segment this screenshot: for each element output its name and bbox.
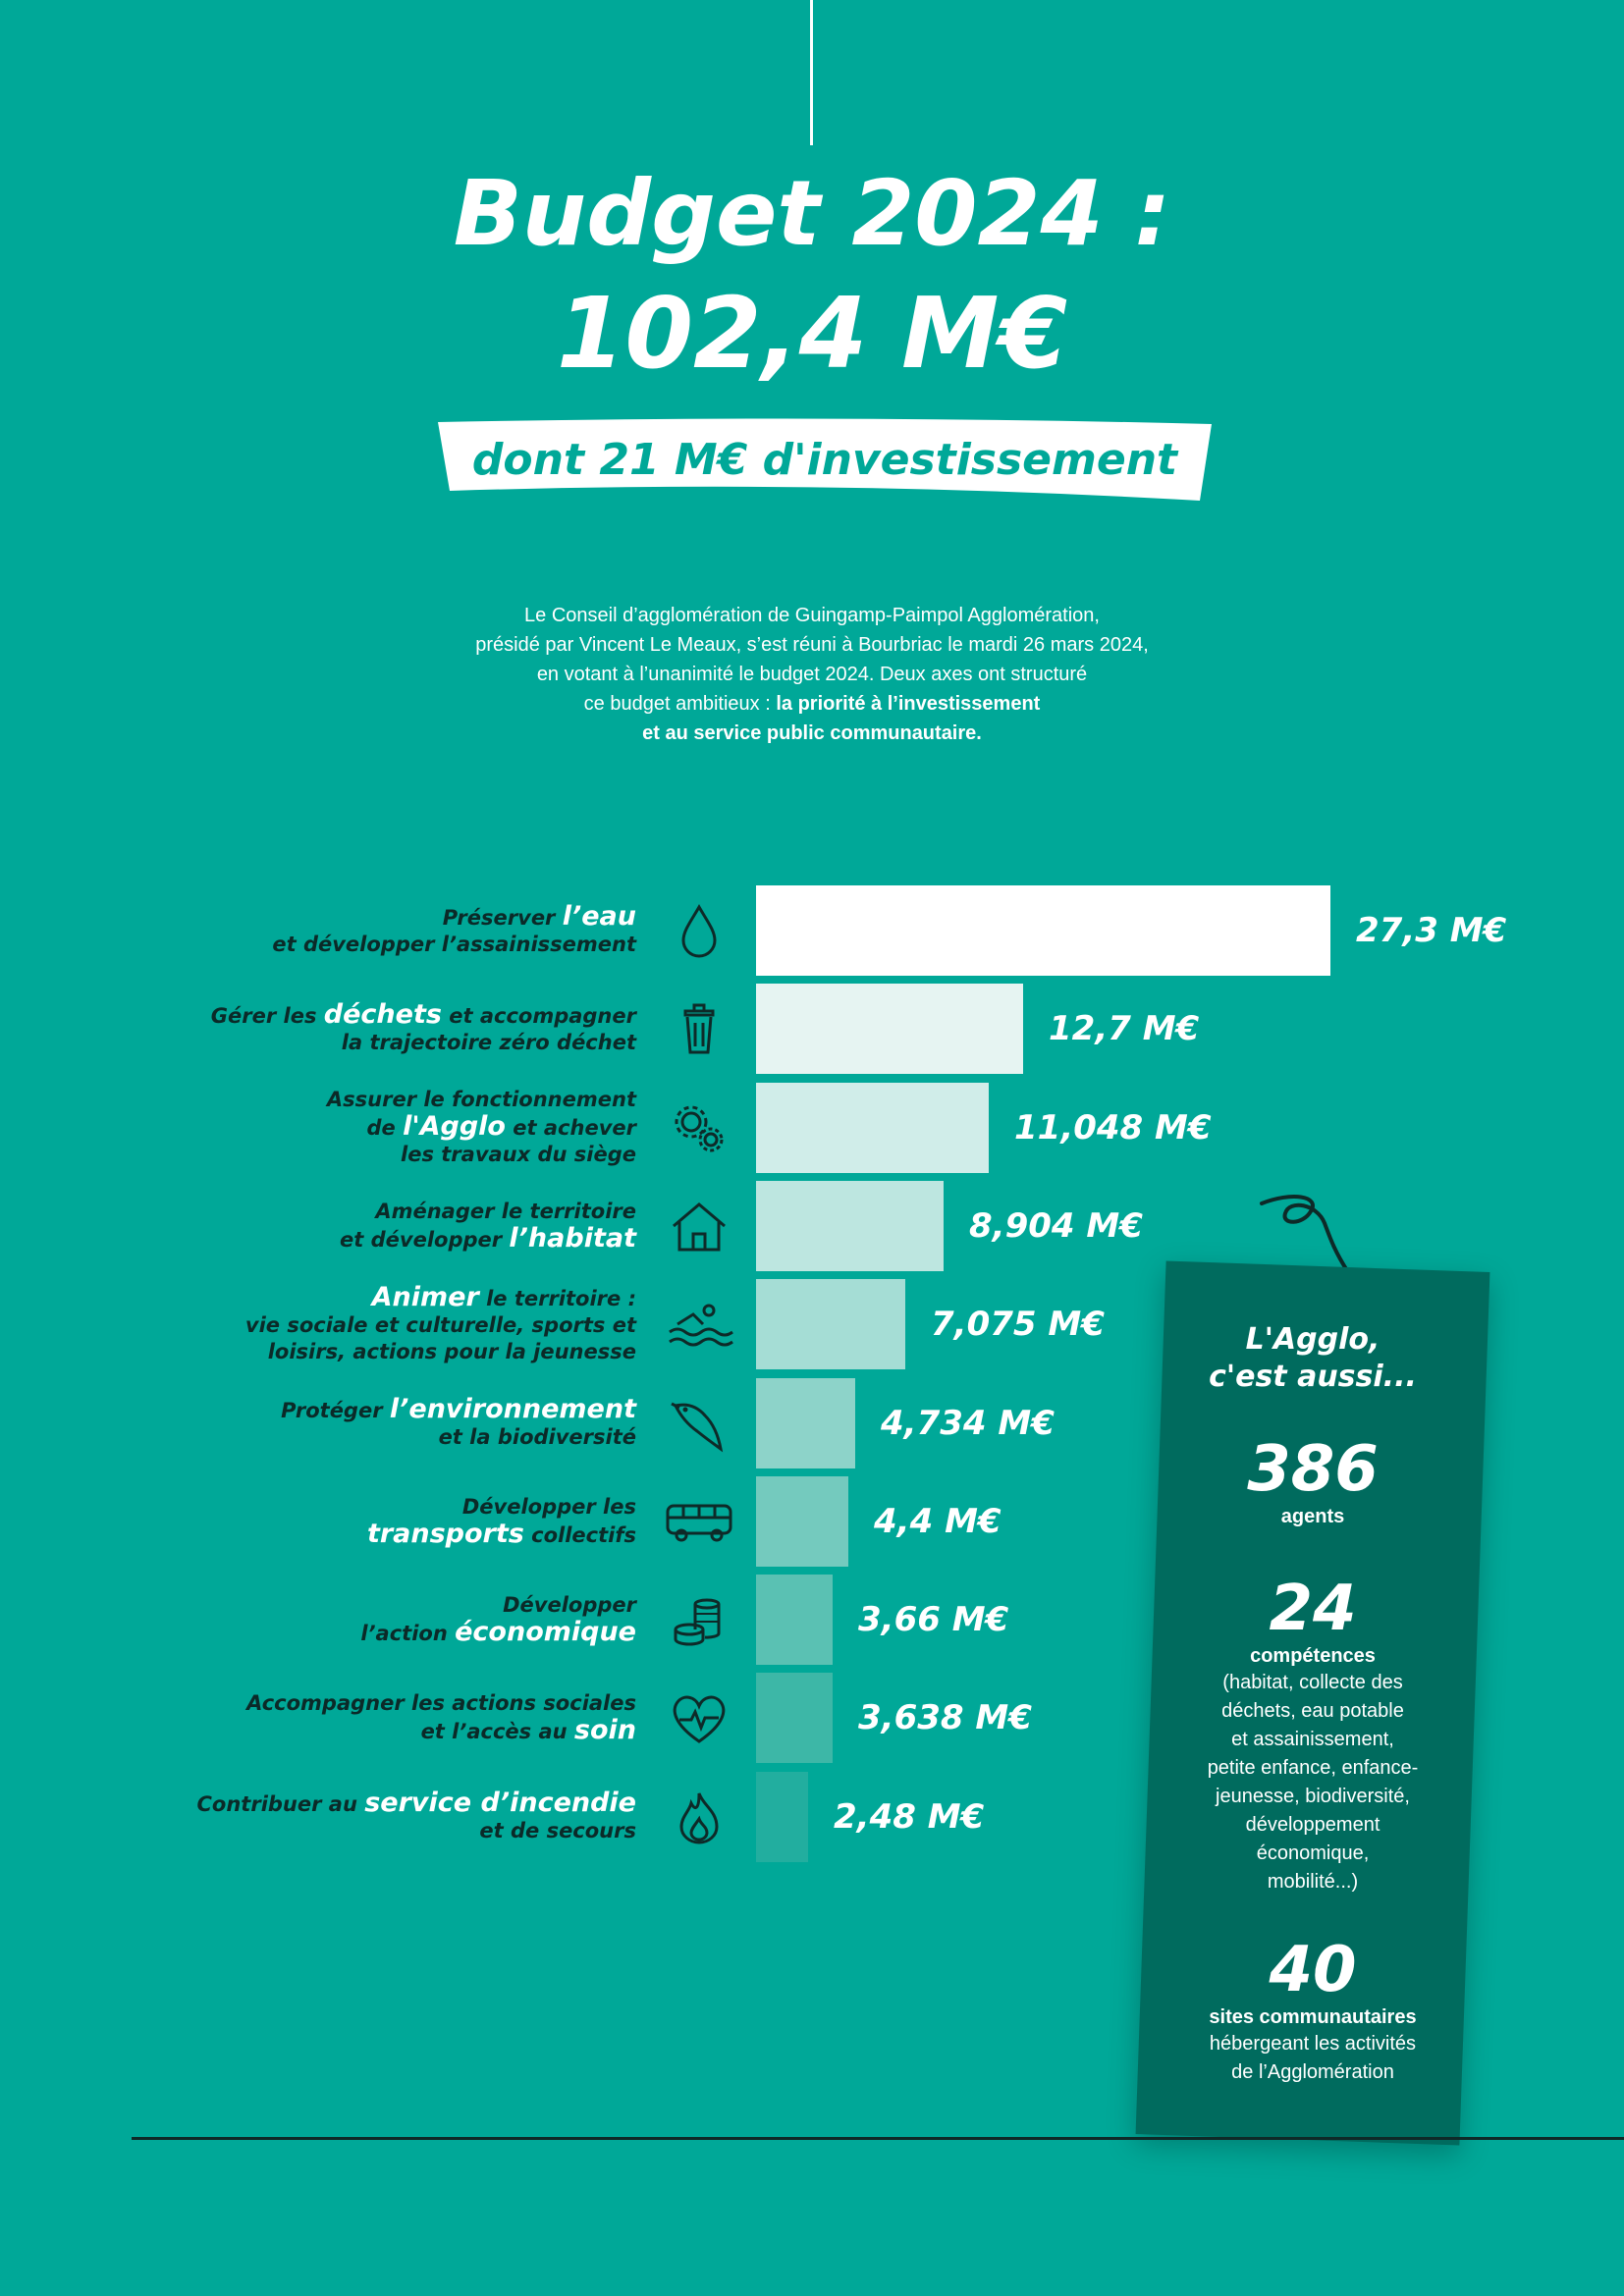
label-text: de (366, 1116, 404, 1141)
label-text: et de secours (479, 1818, 636, 1842)
label-text: la trajectoire zéro déchet (341, 1031, 636, 1055)
label-line (401, 1142, 636, 1168)
panel-title (1151, 1321, 1475, 1396)
category-label (126, 1378, 636, 1468)
label-text: Accompagner les actions sociales (246, 1691, 636, 1716)
bar (756, 1772, 808, 1862)
label-highlight: économique (455, 1617, 636, 1648)
label-text: l’action (360, 1622, 456, 1646)
bar (756, 1575, 833, 1665)
label-line (375, 1199, 636, 1225)
label-text: les travaux du siège (401, 1143, 636, 1167)
category-label (126, 984, 636, 1074)
panel-title-line: c'est aussi... (1209, 1360, 1417, 1394)
bar-value-label: 3,638 M€ (858, 1698, 1032, 1738)
bar-value-label: 2,48 M€ (834, 1796, 985, 1837)
bar (756, 1083, 989, 1173)
label-line (211, 1001, 636, 1030)
label-highlight: soin (573, 1715, 636, 1746)
bar-value-label: 11,048 M€ (1014, 1107, 1212, 1148)
bar-value-label: 8,904 M€ (969, 1205, 1143, 1246)
stat-agents-value: 386 (1247, 1433, 1379, 1506)
bar (756, 1181, 944, 1271)
intro-emphasis: et au service public communautaire. (642, 722, 982, 744)
label-text: collectifs (523, 1522, 636, 1547)
label-line (281, 1393, 636, 1424)
label-text: et la biodiversité (438, 1424, 636, 1449)
agglo-facts-panel (1129, 1266, 1502, 2150)
detail-line: déchets, eau potable (1221, 1700, 1404, 1722)
label-line (366, 1518, 636, 1549)
label-line (327, 1087, 636, 1113)
detail-line: mobilité...) (1267, 1871, 1359, 1893)
detail-line: et assainissement, (1231, 1729, 1394, 1750)
label-line (443, 903, 636, 932)
flame-icon (664, 1788, 734, 1846)
label-text: Assurer le fonctionnement (326, 1088, 636, 1112)
label-text: Gérer les (210, 1004, 324, 1029)
label-text: Développer les (461, 1494, 636, 1519)
detail-line: petite enfance, enfance- (1207, 1757, 1419, 1779)
category-label (126, 1673, 636, 1763)
category-label (126, 1279, 636, 1369)
page-title: Budget 2024 : (453, 161, 1171, 266)
label-highlight: service d’incendie (364, 1787, 636, 1818)
intro-text: ce budget ambitieux : (583, 693, 777, 715)
intro-emphasis: la priorité à l’investissement (776, 693, 1041, 715)
intro-paragraph (321, 601, 1303, 748)
detail-line: hébergeant les activités (1209, 2033, 1417, 2055)
label-line (342, 1030, 636, 1056)
chart-row (0, 1083, 1624, 1173)
label-highlight: l'Agglo (403, 1111, 506, 1143)
bottom-divider-line (132, 2137, 1624, 2140)
label-text: Protéger (281, 1398, 390, 1422)
label-text: et achever (505, 1116, 636, 1141)
label-line (421, 1717, 636, 1745)
competences-detail (1151, 1669, 1475, 1896)
label-line (503, 1592, 636, 1619)
label-text: le territoire : (478, 1286, 636, 1310)
label-text: Développer (503, 1593, 636, 1618)
stat-competences-label: compétences (1250, 1645, 1376, 1667)
house-icon (664, 1197, 734, 1255)
label-text: vie sociale et culturelle, sports et (244, 1312, 636, 1337)
stat-sites-label: sites communautaires (1209, 2006, 1417, 2028)
swimmer-icon (664, 1295, 734, 1354)
bar-value-label: 12,7 M€ (1049, 1009, 1200, 1049)
panel-content (1151, 1266, 1475, 2087)
label-line (462, 1494, 636, 1521)
bar-value-label: 27,3 M€ (1356, 911, 1507, 950)
intro-line: présidé par Vincent Le Meaux, s’est réuni à Bourbriac le mardi 26 mars 2024, (475, 634, 1149, 656)
detail-line: développement (1245, 1814, 1380, 1836)
category-label (126, 885, 636, 976)
label-text: Aménager le territoire (375, 1199, 636, 1223)
stat-competences-value: 24 (1269, 1573, 1357, 1645)
chart-row (0, 885, 1624, 976)
label-highlight: l’environnement (389, 1393, 636, 1424)
label-line (246, 1690, 636, 1717)
detail-line: (habitat, collecte des (1222, 1672, 1403, 1693)
stat-agents-label: agents (1280, 1506, 1345, 1527)
label-text: et développer l’assainissement (272, 933, 636, 956)
label-line (268, 1339, 636, 1365)
label-line (245, 1312, 636, 1339)
bus-icon (664, 1492, 734, 1551)
bar-value-label: 4,4 M€ (874, 1501, 1001, 1541)
coins-icon (664, 1590, 734, 1649)
chart-row (0, 1181, 1624, 1271)
category-label (126, 1083, 636, 1173)
bar-value-label: 7,075 M€ (931, 1305, 1105, 1345)
bar (756, 1673, 833, 1763)
category-label (126, 1772, 636, 1862)
label-text: Préserver (442, 906, 563, 930)
trash-bin-icon (664, 999, 734, 1058)
label-highlight: l’eau (562, 901, 636, 932)
label-line (479, 1818, 636, 1844)
gears-icon (664, 1098, 734, 1157)
label-text: et accompagner (441, 1004, 636, 1029)
top-divider-line (810, 0, 813, 145)
category-label (126, 1476, 636, 1567)
panel-title-line: L'Agglo, (1245, 1322, 1380, 1357)
label-text: et développer (340, 1227, 510, 1252)
detail-line: de l’Agglomération (1231, 2061, 1394, 2083)
investment-banner (432, 418, 1218, 501)
label-text: et l’accès au (420, 1720, 574, 1744)
bar (756, 885, 1330, 976)
detail-line: jeunesse, biodiversité, (1216, 1786, 1410, 1807)
label-line (360, 1619, 636, 1647)
label-highlight: transports (366, 1518, 524, 1549)
category-label (126, 1181, 636, 1271)
budget-total: 102,4 M€ (556, 276, 1068, 391)
bar-value-label: 3,66 M€ (858, 1600, 1009, 1640)
label-line (340, 1222, 636, 1254)
heart-pulse-icon (664, 1688, 734, 1747)
label-line (371, 1281, 636, 1312)
bar (756, 1279, 905, 1369)
intro-line: Le Conseil d’agglomération de Guingamp-Paimpol Agglomération, (524, 605, 1100, 626)
chart-row (0, 984, 1624, 1074)
intro-line (321, 689, 1303, 719)
bar (756, 1476, 848, 1567)
water-drop-icon (664, 901, 734, 960)
intro-line: en votant à l’unanimité le budget 2024. Deux axes ont structuré (536, 664, 1088, 685)
banner-text: dont 21 M€ d'investissement (471, 434, 1178, 485)
bar (756, 984, 1023, 1074)
label-line (197, 1789, 636, 1818)
category-label (126, 1575, 636, 1665)
label-line (367, 1113, 637, 1142)
label-highlight: l’habitat (509, 1222, 636, 1254)
label-highlight: Animer (371, 1281, 479, 1312)
label-text: loisirs, actions pour la jeunesse (267, 1339, 636, 1363)
bird-icon (664, 1394, 734, 1453)
label-text: Contribuer au (196, 1791, 365, 1816)
stat-sites-value: 40 (1269, 1934, 1357, 2006)
label-highlight: déchets (323, 999, 442, 1031)
bar (756, 1378, 855, 1468)
sites-detail (1151, 2030, 1475, 2087)
label-line (439, 1424, 636, 1451)
label-line (272, 932, 636, 958)
bar-value-label: 4,734 M€ (881, 1403, 1055, 1443)
intro-line (321, 719, 1303, 748)
detail-line: économique, (1256, 1842, 1370, 1864)
